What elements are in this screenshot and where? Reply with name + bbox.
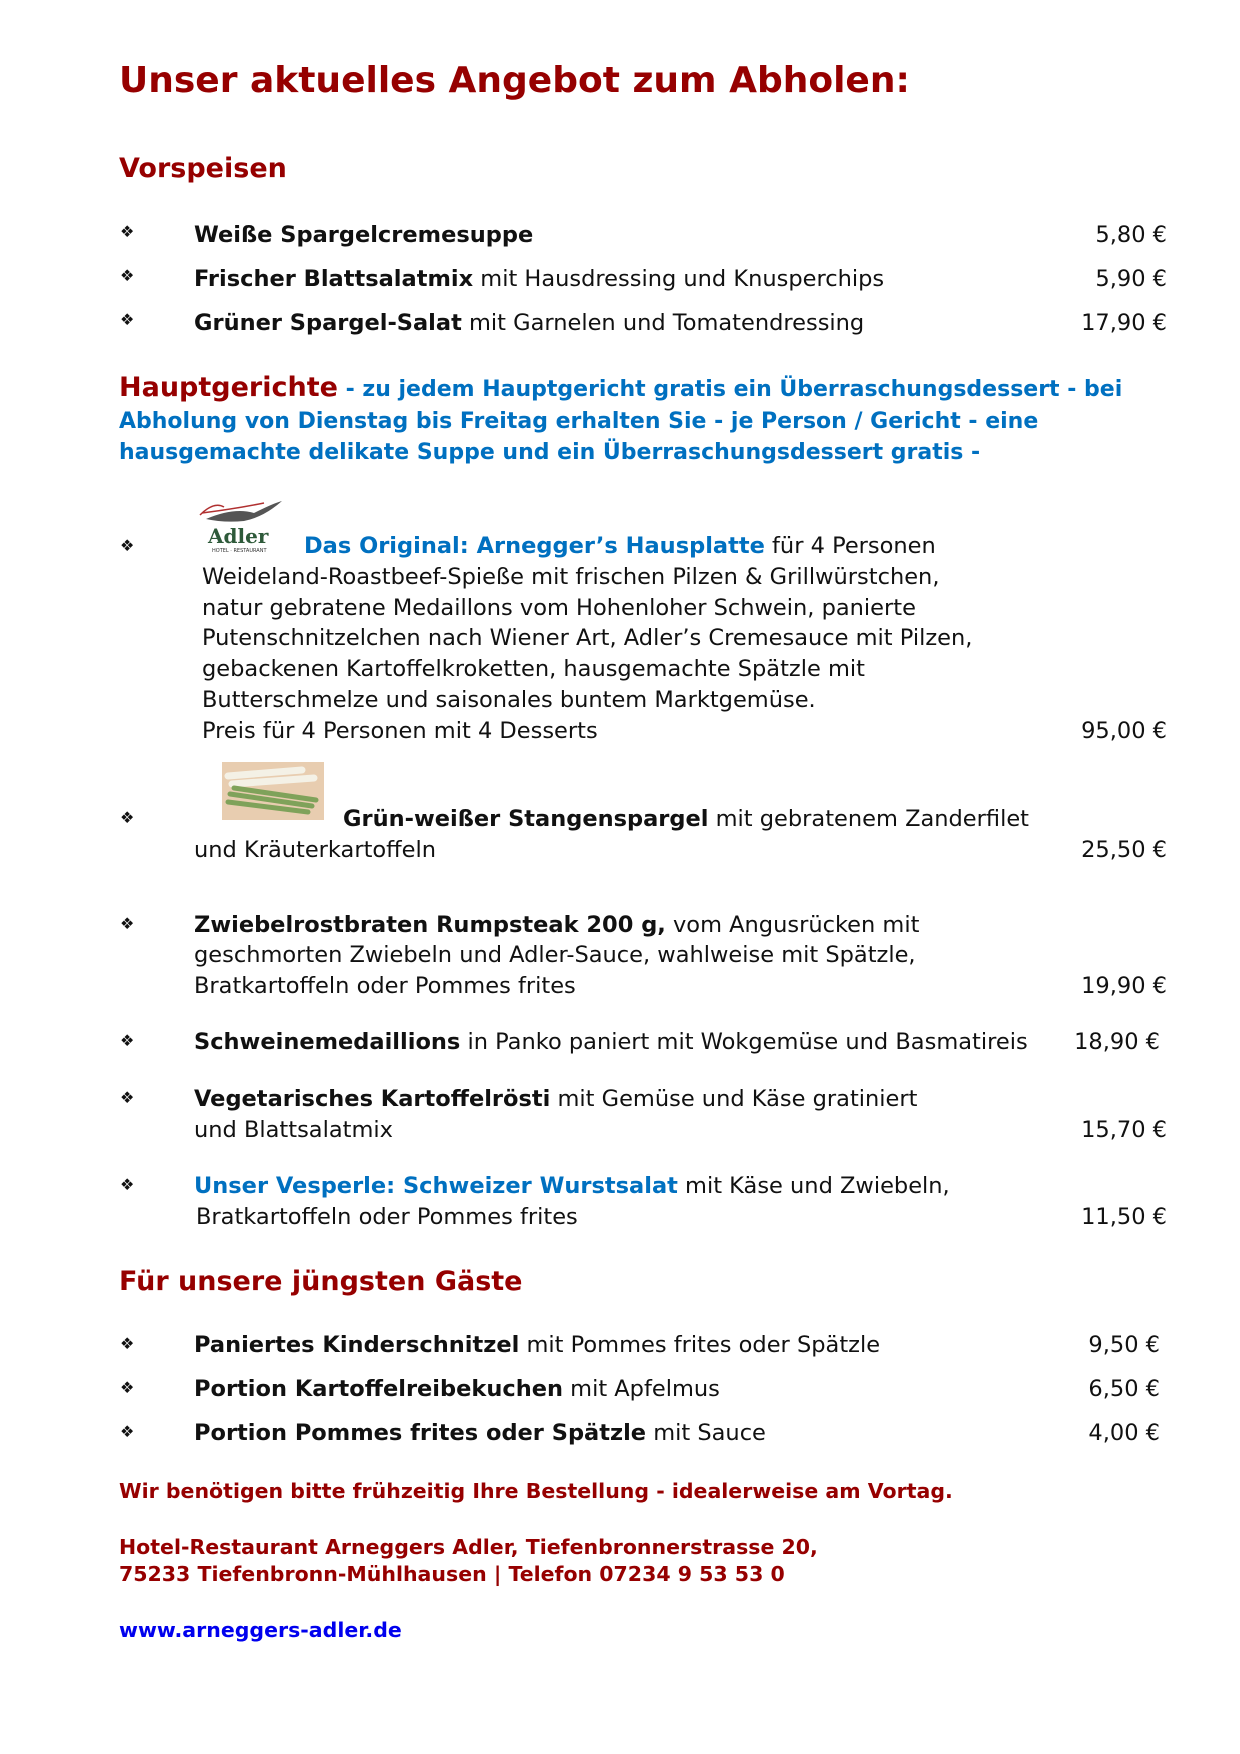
bullet-icon: ❖ bbox=[120, 310, 135, 329]
item-name: Weiße Spargelcremesuppe bbox=[194, 222, 534, 248]
item-desc-line: Preis für 4 Personen mit 4 Desserts bbox=[202, 718, 598, 744]
order-note: Wir benötigen bitte frühzeitig Ihre Bestellung - idealerweise am Vortag. bbox=[119, 1479, 953, 1503]
item-desc-line: gebackenen Kartoffelkroketten, hausgemachte Spätzle mit bbox=[202, 656, 865, 682]
item-name: Grüner Spargel-Salat bbox=[194, 310, 462, 336]
item-price: 19,90 € bbox=[1081, 973, 1167, 999]
mains-note: Abholung von Dienstag bis Freitag erhalten Sie - je Person / Gericht - eine bbox=[119, 409, 1039, 434]
address-line: Hotel-Restaurant Arneggers Adler, Tiefenbronnerstrasse 20, bbox=[119, 1535, 818, 1559]
item-price: 95,00 € bbox=[1081, 718, 1167, 744]
item-price: 15,70 € bbox=[1081, 1117, 1167, 1143]
item-desc-line: Bratkartoffeln oder Pommes frites bbox=[194, 973, 576, 999]
item-name: Das Original: Arnegger’s Hausplatte bbox=[304, 533, 765, 559]
asparagus-image bbox=[222, 762, 324, 820]
bullet-icon: ❖ bbox=[120, 914, 135, 933]
bullet-icon: ❖ bbox=[120, 222, 135, 241]
bullet-icon: ❖ bbox=[120, 808, 135, 827]
bullet-icon: ❖ bbox=[120, 536, 135, 555]
item-desc: vom Angusrücken mit bbox=[665, 912, 920, 938]
item-name: Schweinemedaillions bbox=[194, 1029, 461, 1055]
item-name: Vegetarisches Kartoffelrösti bbox=[194, 1086, 551, 1112]
item-desc-line: Butterschmelze und saisonales buntem Marktgemüse. bbox=[202, 687, 816, 713]
item-desc-line: geschmorten Zwiebeln und Adler-Sauce, wahlweise mit Spätzle, bbox=[194, 942, 916, 968]
mains-header bbox=[119, 372, 1122, 405]
svg-text:Adler: Adler bbox=[208, 524, 269, 548]
item-price: 6,50 € bbox=[1088, 1376, 1160, 1402]
item-desc: mit Gemüse und Käse gratiniert bbox=[550, 1086, 918, 1112]
item-price: 17,90 € bbox=[1081, 310, 1167, 336]
mains-note: - zu jedem Hauptgericht gratis ein Überraschungsdessert - bei bbox=[337, 377, 1123, 402]
section-mains: Hauptgerichte bbox=[119, 372, 338, 403]
item-name: Portion Kartoffelreibekuchen bbox=[194, 1376, 563, 1402]
address-line: 75233 Tiefenbronn-Mühlhausen | Telefon 07234 9 53 53 0 bbox=[119, 1562, 785, 1586]
bullet-icon: ❖ bbox=[120, 1031, 135, 1050]
item-price: 25,50 € bbox=[1081, 837, 1167, 863]
mains-note: hausgemachte delikate Suppe und ein Überraschungsdessert gratis - bbox=[119, 440, 981, 465]
item-name: Frischer Blattsalatmix bbox=[194, 266, 474, 292]
svg-text:HOTEL · RESTAURANT: HOTEL · RESTAURANT bbox=[212, 548, 267, 554]
item-price: 11,50 € bbox=[1081, 1204, 1167, 1230]
item-price: 5,90 € bbox=[1095, 266, 1167, 292]
bullet-icon: ❖ bbox=[120, 1422, 135, 1441]
item-desc-line: natur gebratene Medaillons vom Hohenloher Schwein, panierte bbox=[202, 595, 916, 621]
item-desc: mit gebratenem Zanderfilet bbox=[708, 806, 1029, 832]
item-name: Portion Pommes frites oder Spätzle bbox=[194, 1420, 647, 1446]
bullet-icon: ❖ bbox=[120, 266, 135, 285]
item-desc: in Panko paniert mit Wokgemüse und Basmatireis bbox=[460, 1029, 1028, 1055]
item-desc: mit Pommes frites oder Spätzle bbox=[519, 1332, 881, 1358]
bullet-icon: ❖ bbox=[120, 1378, 135, 1397]
item-price: 4,00 € bbox=[1088, 1420, 1160, 1446]
item-desc-line: Putenschnitzelchen nach Wiener Art, Adler’s Cremesauce mit Pilzen, bbox=[202, 625, 973, 651]
item-name: Grün-weißer Stangenspargel bbox=[343, 806, 709, 832]
item-desc: mit Hausdressing und Knusperchips bbox=[473, 266, 885, 292]
bullet-icon: ❖ bbox=[120, 1175, 135, 1194]
website-link[interactable]: www.arneggers-adler.de bbox=[119, 1618, 402, 1642]
item-desc: mit Käse und Zwiebeln, bbox=[677, 1173, 950, 1199]
bullet-icon: ❖ bbox=[120, 1334, 135, 1353]
adler-logo bbox=[194, 493, 286, 555]
item-price: 9,50 € bbox=[1088, 1332, 1160, 1358]
item-name: Zwiebelrostbraten Rumpsteak 200 g, bbox=[194, 912, 666, 938]
item-desc-line: Weideland-Roastbeef-Spieße mit frischen Pilzen & Grillwürstchen, bbox=[202, 564, 940, 590]
item-desc: mit Sauce bbox=[646, 1420, 766, 1446]
item-desc: für 4 Personen bbox=[764, 533, 936, 559]
item-desc: mit Apfelmus bbox=[563, 1376, 720, 1402]
page-title: Unser aktuelles Angebot zum Abholen: bbox=[119, 60, 910, 101]
section-kids: Für unsere jüngsten Gäste bbox=[119, 1266, 523, 1297]
section-starters: Vorspeisen bbox=[119, 153, 287, 184]
item-price: 18,90 € bbox=[1074, 1029, 1160, 1055]
item-price: 5,80 € bbox=[1095, 222, 1167, 248]
bullet-icon: ❖ bbox=[120, 1088, 135, 1107]
item-desc: mit Garnelen und Tomatendressing bbox=[461, 310, 865, 336]
item-desc-line: und Kräuterkartoffeln bbox=[194, 837, 437, 863]
item-name: Paniertes Kinderschnitzel bbox=[194, 1332, 520, 1358]
item-desc-line: Bratkartoffeln oder Pommes frites bbox=[196, 1204, 578, 1230]
item-desc-line: und Blattsalatmix bbox=[194, 1117, 393, 1143]
item-name: Unser Vesperle: Schweizer Wurstsalat bbox=[194, 1173, 678, 1199]
